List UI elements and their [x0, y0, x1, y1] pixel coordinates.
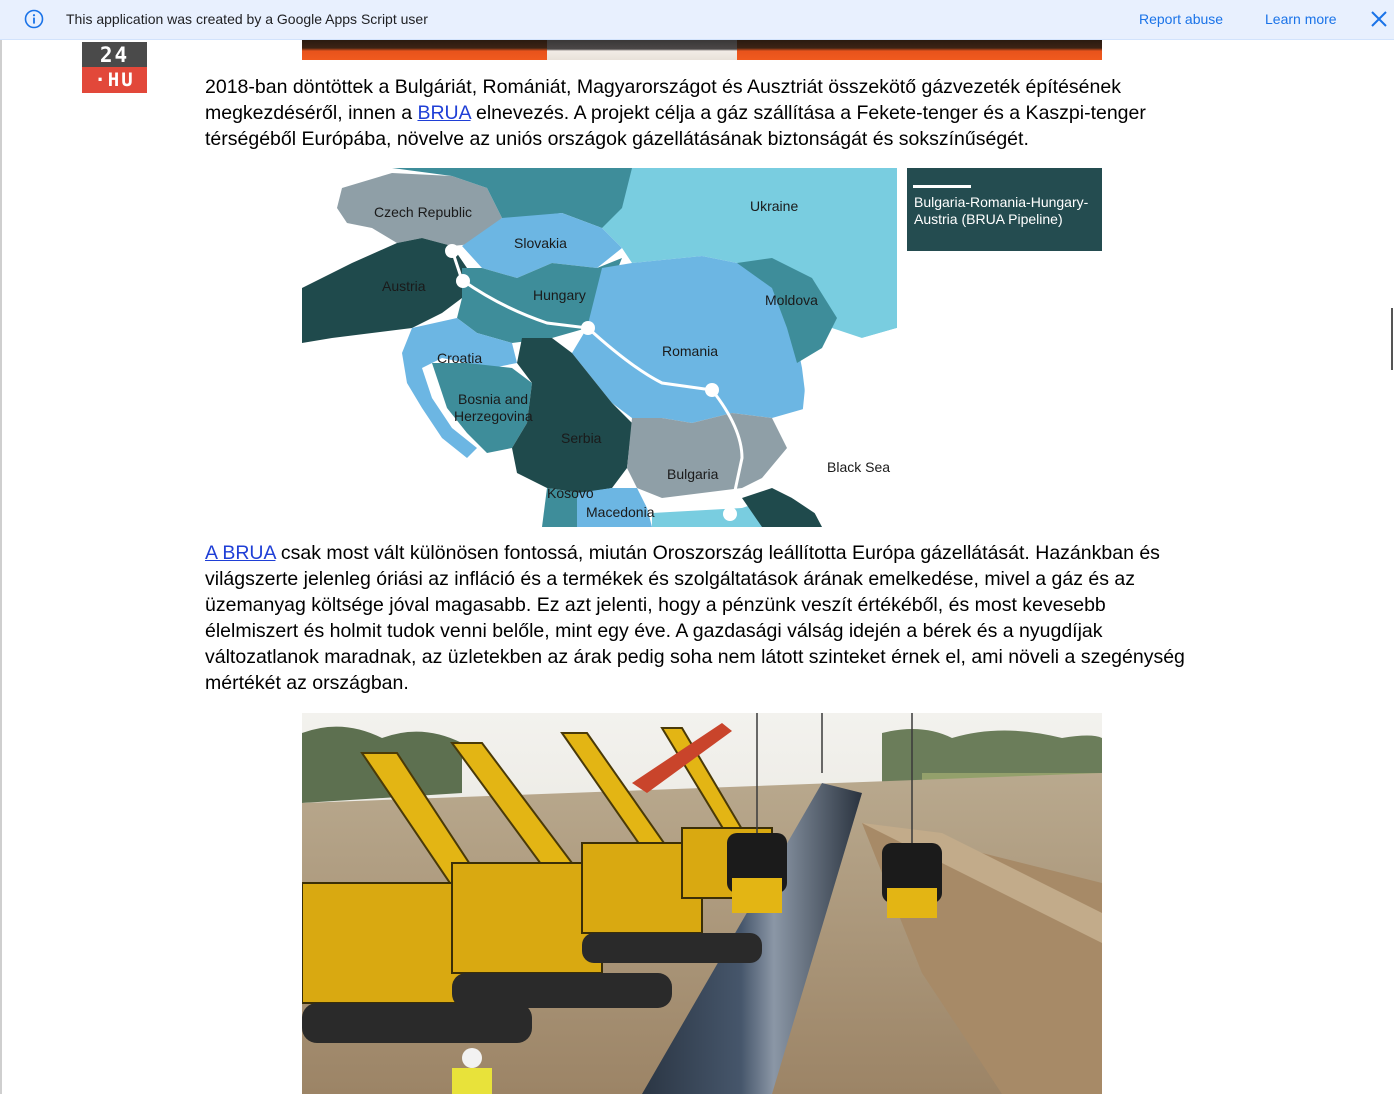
map-label-macedonia: Macedonia — [586, 504, 655, 520]
map-region-bulgaria — [627, 413, 787, 498]
header-image-cropped — [302, 40, 1102, 60]
photo-svg — [302, 713, 1102, 1094]
paragraph-1-text-start: 2018-ban döntöttek a Bulgáriát, Romániát, Magyarországot és Ausztriát összekötő gázvezeték építésének megkezdéséről, innen a — [205, 76, 1121, 124]
brua-pipeline-map — [302, 168, 897, 527]
pipeline-node-romania — [705, 383, 719, 397]
map-label-serbia: Serbia — [561, 430, 602, 446]
brua-link[interactable]: BRUA — [417, 102, 471, 124]
apps-script-banner — [0, 0, 1394, 40]
learn-more-link[interactable]: Learn more — [1265, 11, 1337, 27]
a-brua-link[interactable]: A BRUA — [205, 542, 276, 564]
banner-message: This application was created by a Google Apps Script user — [66, 11, 428, 27]
map-label-bosnia-1: Bosnia and — [458, 391, 529, 407]
map-label-ukraine: Ukraine — [750, 198, 799, 214]
map-label-kosovo: Kosovo — [547, 485, 594, 501]
pipeline-node-hungary-east — [581, 321, 595, 335]
caption-accent-bar — [913, 185, 971, 188]
paragraph-2-text: csak most vált különösen fontossá, miután Oroszország leállította Európa gázellátását. Hazánkban és világszerte jelenleg óriási az infláció és a termékek és szolgáltatások árának emelkedése, mivel a gáz és az üzemanyag költsége jóval magasabb. Ez azt jelenti, hogy a pénzünk veszít értékéből, és most kevesebb élelmiszert és holmit tudok venni belőle, mint egy éve. A gazdasági válság idején a bérek és a nyugdíjak változatlanok maradnak, az üzletekben az árak pedig soha nem látott szinteket érnek el, ami növeli a szegénység mértékét az országban. — [205, 542, 1185, 694]
map-label-slovakia: Slovakia — [514, 235, 567, 251]
pipeline-node-austria — [445, 244, 459, 258]
map-caption-text: Bulgaria-Romania-Hungary-Austria (BRUA Pipeline) — [914, 194, 1089, 227]
map-label-croatia: Croatia — [437, 350, 483, 366]
pipeline-node-bulgaria — [723, 507, 737, 521]
map-label-bosnia-2: Herzegovina — [454, 408, 533, 424]
map-caption-box — [907, 168, 1102, 251]
logo-text-hu: ·HU — [94, 69, 135, 91]
info-icon — [24, 9, 44, 29]
map-label-hungary: Hungary — [533, 287, 586, 303]
map-svg — [302, 168, 897, 527]
map-label-romania: Romania — [662, 343, 719, 359]
header-image-center-part — [547, 40, 737, 60]
report-abuse-link[interactable]: Report abuse — [1139, 11, 1224, 27]
pipeline-node-hungary-west — [456, 274, 470, 288]
logo-text-24: 24 — [99, 43, 130, 67]
map-label-moldova: Moldova — [765, 292, 818, 308]
site-logo[interactable] — [82, 42, 147, 93]
map-label-black-sea: Black Sea — [827, 459, 891, 475]
map-label-czech: Czech Republic — [374, 204, 473, 220]
map-label-austria: Austria — [382, 278, 426, 294]
page-frame-border — [0, 40, 2, 1094]
pipeline-construction-photo — [302, 713, 1102, 1094]
article-paragraph-1 — [205, 74, 1195, 152]
scrollbar-thumb[interactable] — [1391, 308, 1393, 370]
article-paragraph-2 — [205, 540, 1195, 696]
paragraph-1-text-end: elnevezés. A projekt célja a gáz szállítása a Fekete-tenger és a Kaszpi-tenger térségéből Európába, növelve az uniós országok gázellátásának biztonságát és sokszínűségét. — [205, 102, 1146, 150]
close-icon[interactable] — [1370, 10, 1388, 28]
map-label-bulgaria: Bulgaria — [667, 466, 719, 482]
